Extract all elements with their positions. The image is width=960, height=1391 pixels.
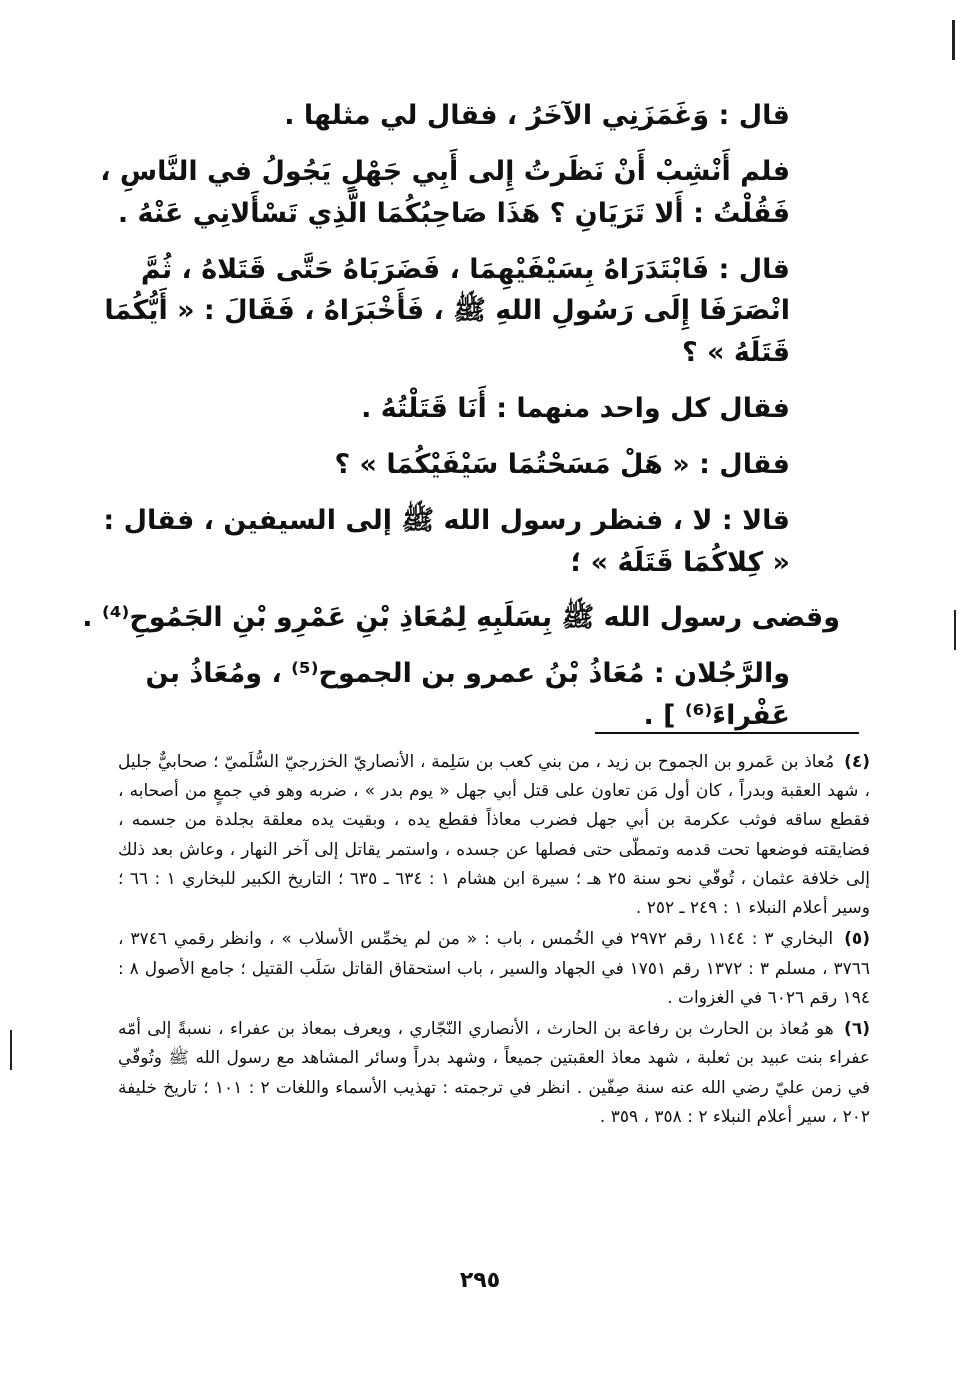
footnotes <box>118 748 870 1134</box>
paragraph-8: والرَّجُلان : مُعَاذُ بْنُ عمرو بن الجموح⁽⁵⁾ ، ومُعَاذُ بن عَفْراءَ⁽⁶⁾ ] . <box>145 658 790 732</box>
page-number: ٢٩٥ <box>459 1268 501 1293</box>
main-text <box>80 95 840 751</box>
paragraph-1: قال : وَغَمَزَنِي الآخَرُ ، فقال لي مثلها . <box>284 100 790 131</box>
paragraph-3: قال : فَابْتَدَرَاهُ بِسَيْفَيْهِمَا ، فَضَرَبَاهُ حَتَّى قَتَلاهُ ، ثُمَّ انْصَرَفَا إِلَى رَسُولِ اللهِ ﷺ ، فَأَخْبَرَاهُ ، فَقَالَ : « أَيُّكُمَا قَتَلَهُ » ؟ <box>104 253 790 369</box>
footnote-number: (٥) <box>844 929 871 950</box>
paragraph-2: فلم أَنْشِبْ أَنْ نَظَرتُ إِلى أَبِي جَهْلٍ يَجُولُ في النَّاسِ ، فَقُلْتُ : أَلا تَرَيَانِ ؟ هَذَا صَاحِبُكُمَا الَّذِي تَسْأَلانِي عَنْهُ . <box>100 155 790 229</box>
scan-edge-line <box>952 20 955 60</box>
footnote-number: (٤) <box>844 752 871 772</box>
paragraph-5: فقال : « هَلْ مَسَحْتُمَا سَيْفَيْكُمَا » ؟ <box>334 448 790 480</box>
footnote-text: هو مُعاذ بن الحارث بن رفاعة بن الحارث ، الأنصاري النّجّاري ، ويعرف بمعاذ بن عفراء ، نسبةً إلى أمّه عفراء بنت عبيد بن ثعلبة ، شهد معاذ العقبتين جميعاً ، وشهد بدراً وسائر المشاهد مع رسول الله ﷺ وتُوفّي في زمن عليّ رضي الله عنه سنة صِفّين . انظر في ترجمته : تهذيب الأسماء واللغات ٢ : ١٠١ ؛ تاريخ خليفة ٢٠٢ ، سير أعلام النبلاء ٢ : ٣٥٨ ، ٣٥٩ . <box>118 1019 870 1127</box>
footnote-separator <box>595 732 859 734</box>
paragraph-4: فقال كل واحد منهما : أَنَا قَتَلْتُهُ . <box>361 393 790 425</box>
footnote-number: (٦) <box>844 1019 870 1040</box>
footnote-6 <box>118 1015 870 1132</box>
paragraph-6: قالا : لا ، فنظر رسول الله ﷺ إلى السيفين ، فقال : « كِلاكُمَا قَتَلَهُ » ؛ <box>103 504 790 578</box>
footnote-text: مُعاذ بن عَمرو بن الجموح بن زيد ، من بني كعب بن سَلِمة ، الأنصاريّ الخزرجيّ السُّلَميّ ؛ صحابيٌّ جليل ، شهد العقبة وبدراً ، كان أول مَن تعاون على قتل أبي جهل « يوم بدر » ، ضربه وهو في جمعٍ من أصحابه ، فقطع ساقه فوثب عكرمة بن أبي جهل فضرب معاذاً فقطع يده ، وبقيت يده معلقة بجلدة من جسمه ، فضايقته فوضعها تحت قدمه وتمطّى حتى فصلها عن جسده ، واستمر يقاتل إلى آخر النهار ، وعاش بعد ذلك إلى خلافة عثمان ، تُوفّي نحو سنة ٢٥ هـ ؛ سيرة ابن هشام ١ : ٦٣٤ ـ ٦٣٥ ؛ التاريخ الكبير للبخاري ١ : ٦٦ ؛ وسير أعلام النبلاء ١ : ٢٤٩ ـ ٢٥٢ . <box>118 752 870 919</box>
footnote-5 <box>118 925 870 1013</box>
footnote-4 <box>118 748 870 923</box>
footnote-text: البخاري ٣ : ١١٤٤ رقم ٢٩٧٢ في الخُمس ، باب : « من لم يخمِّس الأسلاب » ، وانظر رقمي ٣٧٤٦ ، ٣٧٦٦ ، مسلم ٣ : ١٣٧٢ رقم ١٧٥١ في الجهاد والسير ، باب استحقاق القاتل سَلَب القتيل ؛ جامع الأصول ٨ : ١٩٤ رقم ٦٠٢٦ في الغزوات . <box>118 929 870 1008</box>
scan-edge-line <box>954 610 956 650</box>
scan-edge-line <box>10 1030 12 1070</box>
paragraph-7: وقضى رسول الله ﷺ بِسَلَبِهِ لِمُعَاذِ بْنِ عَمْرِو بْنِ الجَمُوحِ⁽⁴⁾ . <box>82 602 840 634</box>
